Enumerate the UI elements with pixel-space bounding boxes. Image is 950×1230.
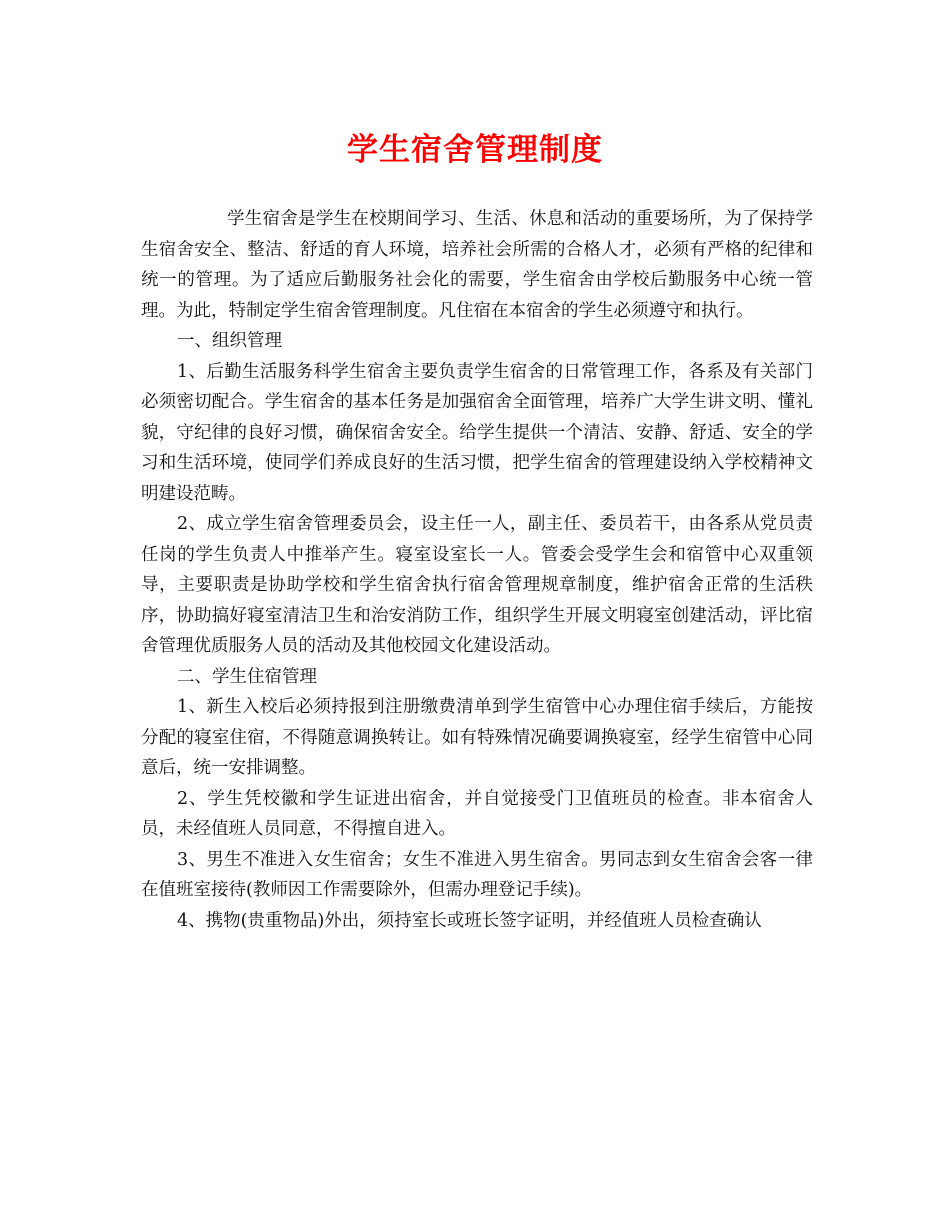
section-heading-accommodation: 二、学生住宿管理 bbox=[177, 666, 317, 687]
paragraph-accommodation-3: 3、男生不准进入女生宿舍；女生不准进入男生宿舍。男同志到女生宿舍会客一律在值班室接待(教师因工作需要除外，但需办理登记手续)。 bbox=[141, 849, 813, 900]
document-title: 学生宿舍管理制度 bbox=[347, 132, 603, 168]
paragraph-accommodation-4: 4、携物(贵重物品)外出，须持室长或班长签字证明，并经值班人员检查确认 bbox=[177, 910, 762, 931]
paragraph-accommodation-2: 2、学生凭校徽和学生证进出宿舍，并自觉接受门卫值班员的检查。非本宿舍人员，未经值班人员同意，不得擅自进入。 bbox=[141, 788, 813, 839]
intro-paragraph: 学生宿舍是学生在校期间学习、生活、休息和活动的重要场所，为了保持学生宿舍安全、整洁、舒适的育人环境，培养社会所需的合格人才，必须有严格的纪律和统一的管理。为了适应后勤服务社会化的需要，学生宿舍由学校后勤服务中心统一管理。为此，特制定学生宿舍管理制度。凡住宿在本宿舍的学生必须遵守和执行。 bbox=[141, 209, 813, 321]
section-heading-organization: 一、组织管理 bbox=[177, 331, 282, 351]
paragraph-organization-2: 2、成立学生宿舍管理委员会，设主任一人，副主任、委员若干，由各系从党员责任岗的学生负责人中推举产生。寝室设室长一人。管委会受学生会和宿管中心双重领导，主要职责是协助学校和学生宿舍执行宿舍管理规章制度，维护宿舍正常的生活秩序，协助搞好寝室清洁卫生和治安消防工作，组织学生开展文明寝室创建活动，评比宿舍管理优质服务人员的活动及其他校园文化建设活动。 bbox=[141, 514, 813, 656]
paragraph-accommodation-1: 1、新生入校后必须持报到注册缴费清单到学生宿管中心办理住宿手续后，方能按分配的寝室住宿，不得随意调换转让。如有特殊情况确要调换寝室，经学生宿管中心同意后，统一安排调整。 bbox=[141, 697, 813, 778]
document-body bbox=[141, 204, 813, 936]
paragraph-organization-1: 1、后勤生活服务科学生宿舍主要负责学生宿舍的日常管理工作，各系及有关部门必须密切配合。学生宿舍的基本任务是加强宿舍全面管理，培养广大学生讲文明、懂礼貌，守纪律的良好习惯，确保宿舍安全。给学生提供一个清洁、安静、舒适、安全的学习和生活环境，使同学们养成良好的生活习惯，把学生宿舍的管理建设纳入学校精神文明建设范畴。 bbox=[141, 361, 813, 504]
